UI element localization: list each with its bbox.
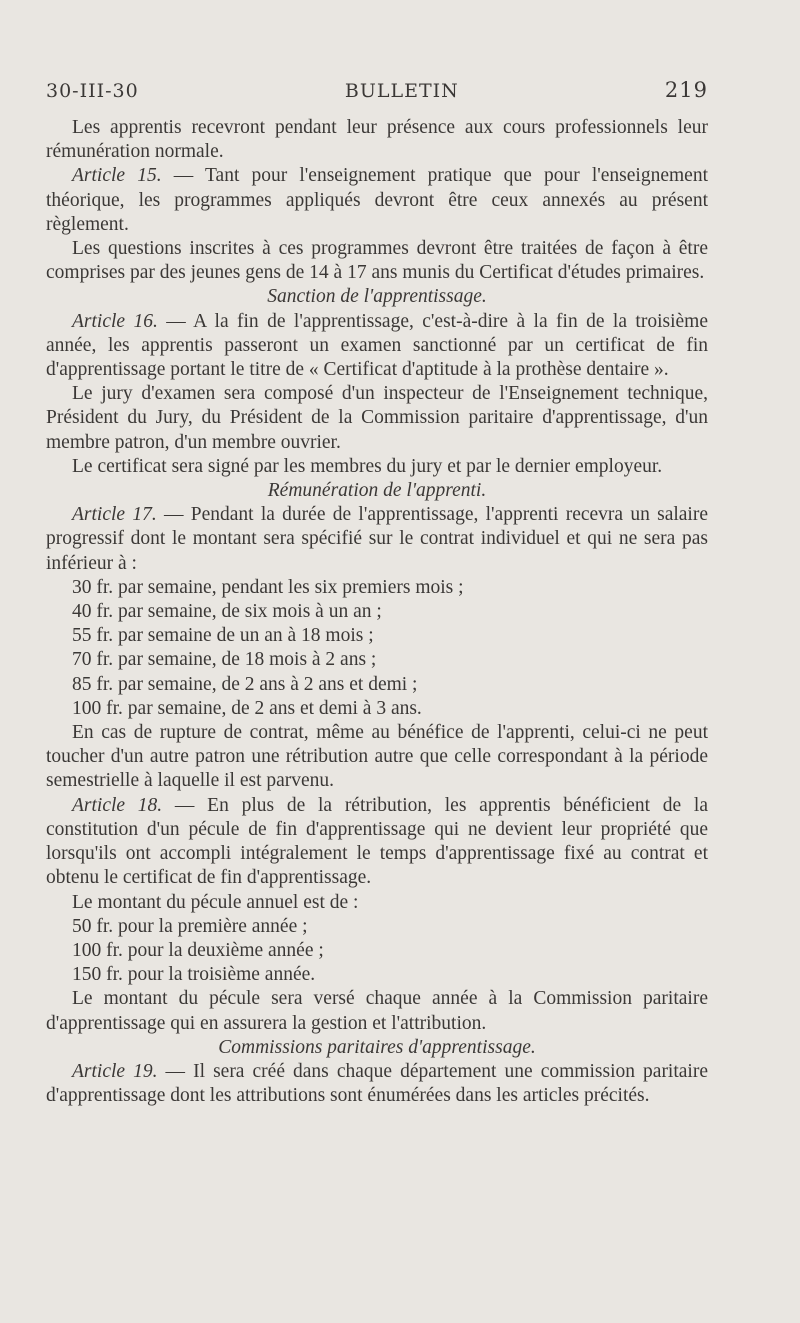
- page-header: [46, 78, 708, 102]
- article-18: [46, 794, 708, 891]
- paragraph-2: Les questions inscrites à ces programmes devront être traitées de façon à être comprises par des jeunes gens de 14 à 17 ans munis du Certificat d'études primaires.: [46, 238, 708, 284]
- section-heading-commissions: Commissions paritaires d'apprentissage.: [218, 1036, 536, 1058]
- article-19: [46, 1060, 708, 1108]
- list-item: 100 fr. par semaine, de 2 ans et demi à 3 ans.: [72, 697, 422, 719]
- article-15-text: — Tant pour l'enseignement pratique que pour l'enseignement théorique, les programmes appliqués devront être ceux annexés au présent règlement.: [46, 165, 708, 235]
- section-heading-sanction: Sanction de l'apprentissage.: [267, 286, 487, 308]
- list-item: 30 fr. par semaine, pendant les six premiers mois ;: [72, 576, 464, 598]
- article-17-text: — Pendant la durée de l'apprentissage, l'apprenti recevra un salaire progressif dont le montant sera spécifié sur le contrat individuel et qui ne sera pas inférieur à :: [46, 504, 708, 574]
- header-date: 30-III-30: [46, 80, 139, 102]
- paragraph-3: Le jury d'examen sera composé d'un inspecteur de l'Enseignement technique, Président du Jury, du Président de la Commission paritaire d'apprentissage, d'un membre patron, d'un membre ouvrier.: [46, 383, 708, 453]
- list-item: 85 fr. par semaine, de 2 ans à 2 ans et demi ;: [72, 673, 418, 695]
- article-19-text: — Il sera créé dans chaque département une commission paritaire d'apprentissage dont les attributions sont énumérées dans les articles précités.: [46, 1060, 708, 1107]
- paragraph-1: Les apprentis recevront pendant leur présence aux cours professionnels leur rémunération normale.: [46, 117, 708, 163]
- article-17: [46, 503, 708, 576]
- list-item: 70 fr. par semaine, de 18 mois à 2 ans ;: [72, 649, 377, 671]
- article-15: [46, 164, 708, 237]
- salary-list: [46, 576, 708, 721]
- article-17-label: Article 17.: [72, 504, 157, 526]
- article-15-label: Article 15.: [72, 165, 162, 187]
- paragraph-6: Le montant du pécule annuel est de :: [72, 891, 359, 913]
- list-item: 40 fr. par semaine, de six mois à un an ;: [72, 601, 382, 623]
- list-item: 50 fr. pour la première année ;: [72, 915, 308, 937]
- article-19-label: Article 19.: [72, 1060, 158, 1082]
- list-item: 100 fr. pour la deuxième année ;: [72, 939, 324, 961]
- article-16-text: — A la fin de l'apprentissage, c'est-à-dire à la fin de la troisième année, les apprentis passeront un examen sanctionné par un certificat de fin d'apprentissage portant le titre de « Certificat d'aptitude à la prothèse dentaire ».: [46, 310, 708, 381]
- body-text: [46, 116, 708, 1108]
- article-18-label: Article 18.: [72, 794, 163, 816]
- header-title: BULLETIN: [344, 80, 459, 102]
- paragraph-5: En cas de rupture de contrat, même au bénéfice de l'apprenti, celui-ci ne peut toucher d'un autre patron une rétribution autre que celle correspondant à la période semestrielle à laquelle il est parvenu.: [46, 722, 708, 792]
- list-item: 150 fr. pour la troisième année.: [72, 964, 316, 986]
- pecule-list: [46, 915, 708, 988]
- list-item: 55 fr. par semaine de un an à 18 mois ;: [72, 625, 374, 647]
- section-heading-remuneration: Rémunération de l'apprenti.: [267, 480, 487, 502]
- page-number: 219: [664, 78, 708, 102]
- paragraph-4: Le certificat sera signé par les membres du jury et par le dernier employeur.: [72, 455, 663, 477]
- paragraph-7: Le montant du pécule sera versé chaque année à la Commission paritaire d'apprentissage qui en assurera la gestion et l'attribution.: [46, 988, 708, 1034]
- article-16: [46, 310, 708, 383]
- article-16-label: Article 16.: [72, 310, 158, 332]
- article-18-text: — En plus de la rétribution, les apprentis bénéficient de la constitution d'un pécule de fin d'apprentissage qui ne devient leur propriété que lorsqu'ils ont accompli intégralement le temps d'apprentissage fixé au contrat et obtenu le certificat de fin d'apprentissage.: [46, 794, 708, 889]
